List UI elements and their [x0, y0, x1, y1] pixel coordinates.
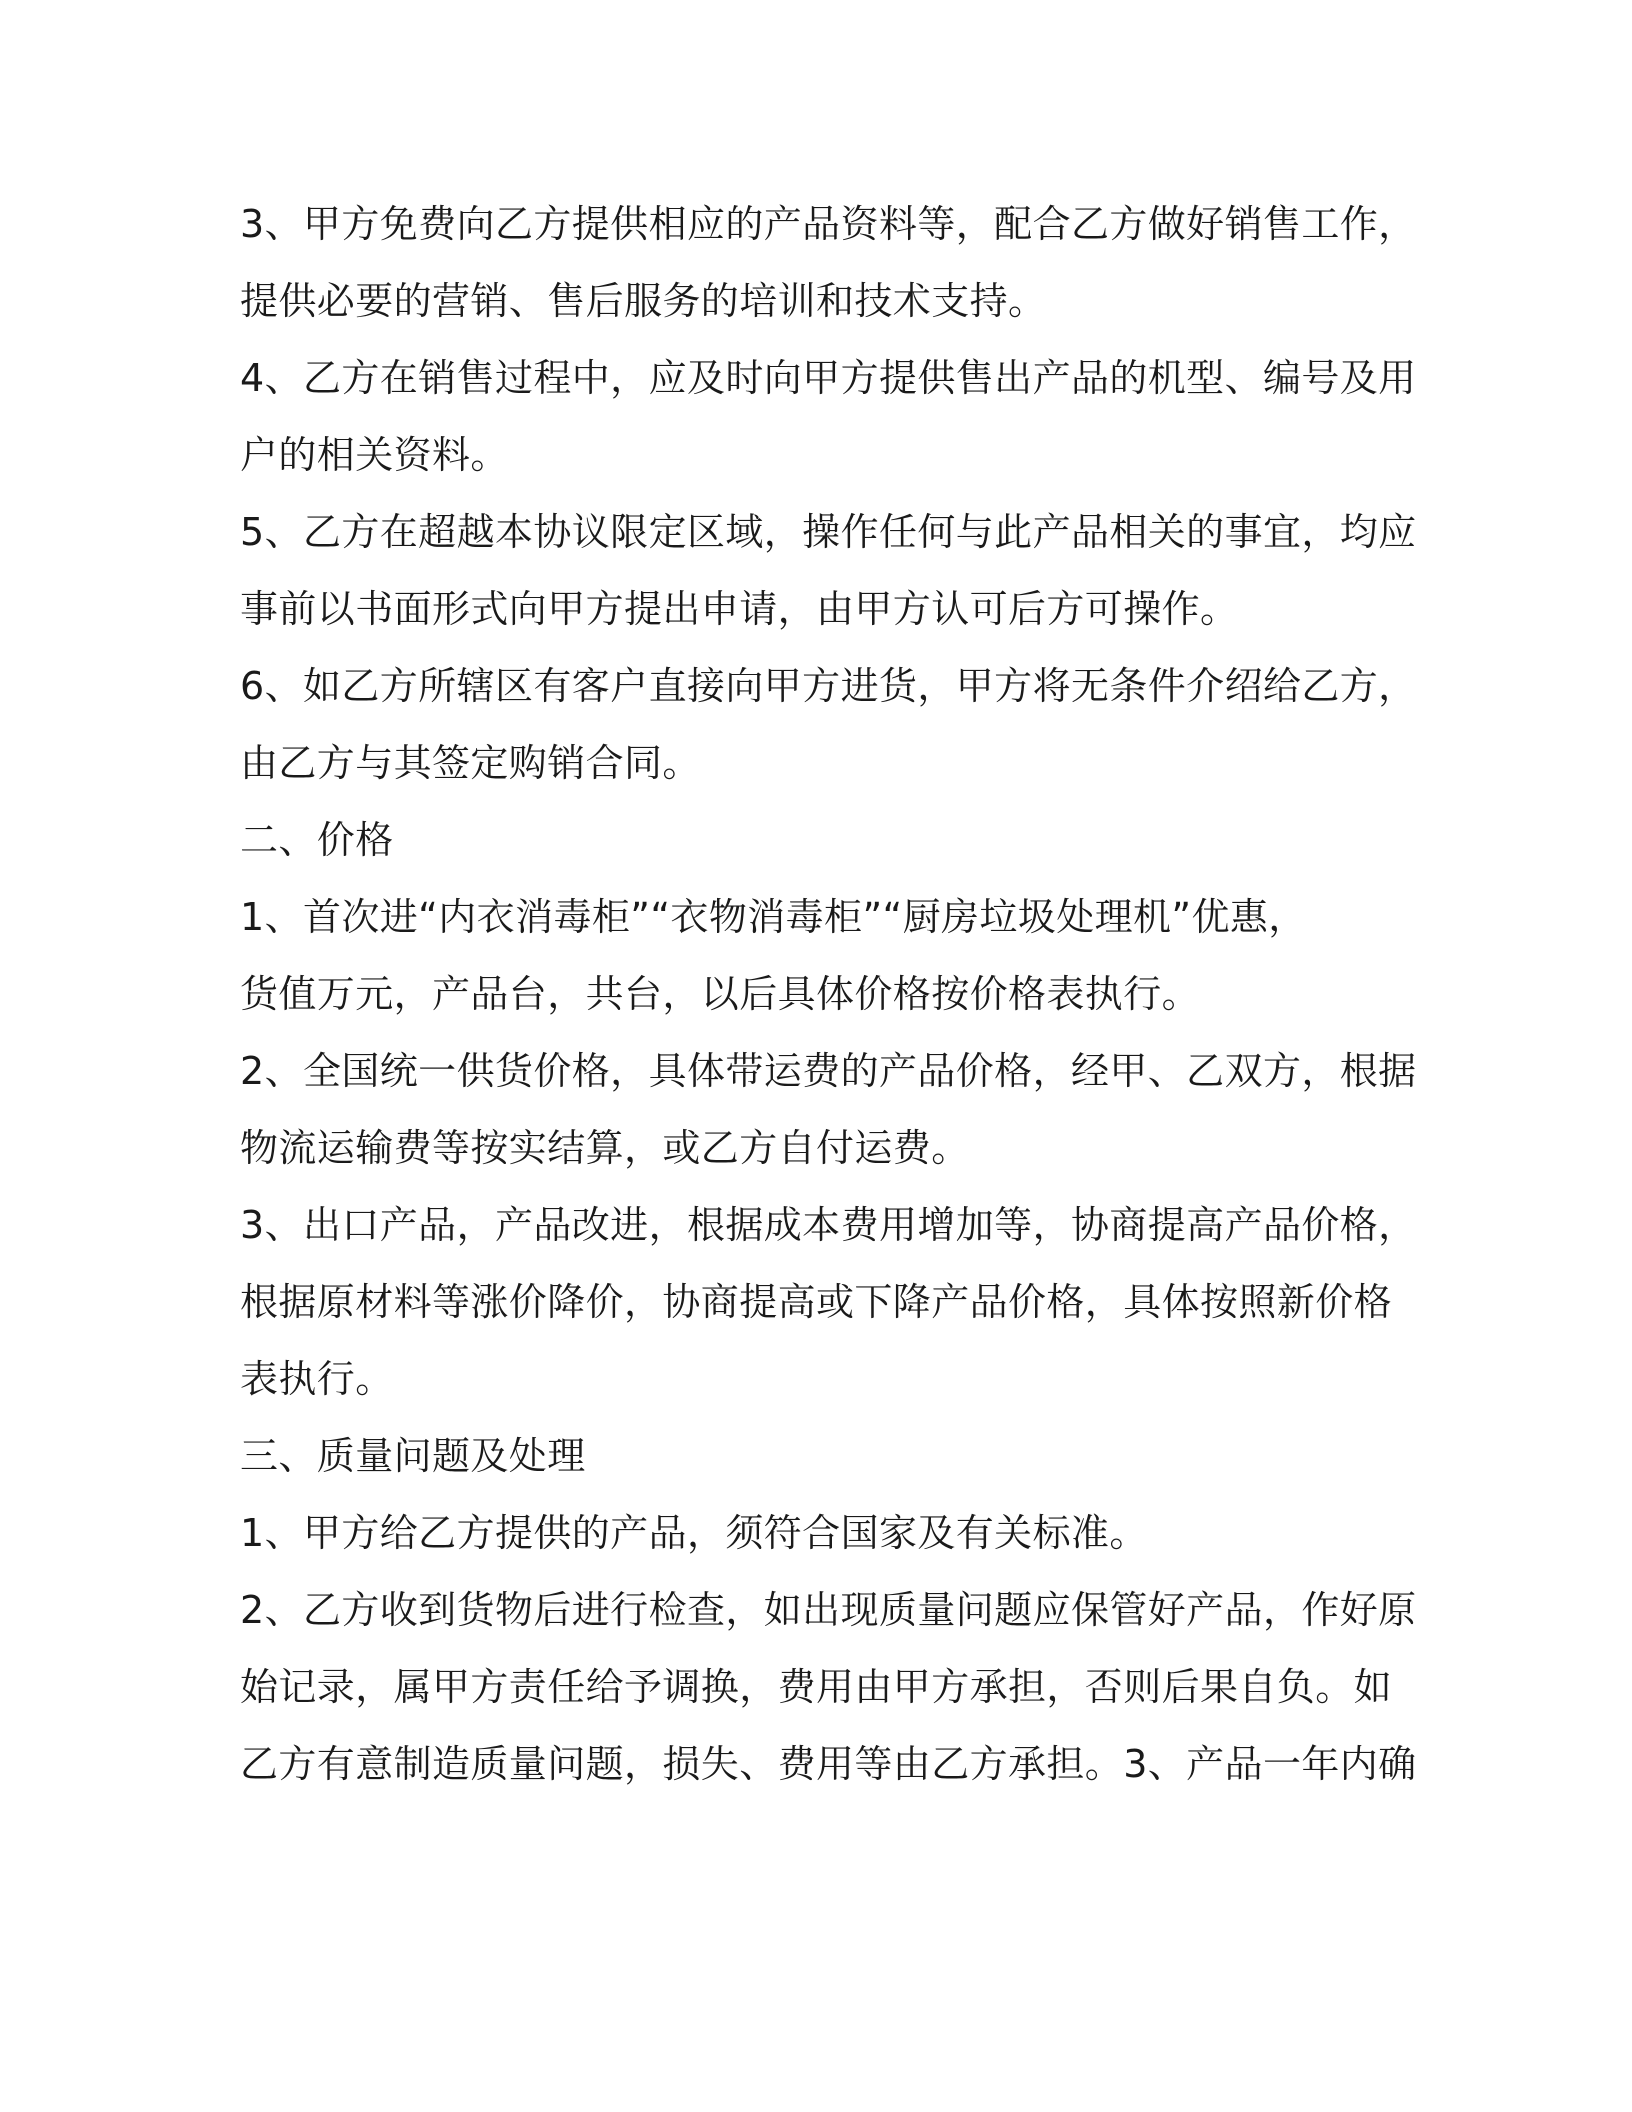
paragraph-clause-4 — [240, 340, 1417, 494]
text-line: 事前以书面形式向甲方提出申请，由甲方认可后方可操作。 — [240, 587, 1239, 631]
text-line: 物流运输费等按实结算，或乙方自付运费。 — [240, 1126, 970, 1170]
text-line: 1、首次进“内衣消毒柜”“衣物消毒柜”“厨房垃圾处理机”优惠， — [240, 895, 1307, 939]
text-line: 3、甲方免费向乙方提供相应的产品资料等，配合乙方做好销售工作， — [240, 202, 1417, 246]
text-line: 3、出口产品，产品改进，根据成本费用增加等，协商提高产品价格， — [240, 1203, 1417, 1247]
text-line: 6、如乙方所辖区有客户直接向甲方进货，甲方将无条件介绍给乙方， — [240, 664, 1417, 708]
text-line: 5、乙方在超越本协议限定区域，操作任何与此产品相关的事宜，均应 — [240, 510, 1417, 554]
text-line: 货值万元，产品台，共台，以后具体价格按价格表执行。 — [240, 972, 1201, 1016]
paragraph-clause-5 — [240, 494, 1417, 648]
text-line: 户的相关资料。 — [240, 433, 509, 477]
text-line: 4、乙方在销售过程中，应及时向甲方提供售出产品的机型、编号及用 — [240, 356, 1417, 400]
text-line: 1、甲方给乙方提供的产品，须符合国家及有关标准。 — [240, 1511, 1148, 1555]
text-line: 乙方有意制造质量问题，损失、费用等由乙方承担。3、产品一年内确 — [240, 1742, 1417, 1786]
paragraph-price-2 — [240, 1033, 1417, 1187]
text-line: 由乙方与其签定购销合同。 — [240, 741, 701, 785]
text-line: 表执行。 — [240, 1357, 394, 1401]
paragraph-clause-6 — [240, 648, 1417, 802]
text-line: 始记录，属甲方责任给予调换，费用由甲方承担，否则后果自负。如 — [240, 1665, 1393, 1709]
text-line: 2、全国统一供货价格，具体带运费的产品价格，经甲、乙双方，根据 — [240, 1049, 1417, 1093]
text-line: 根据原材料等涨价降价，协商提高或下降产品价格，具体按照新价格 — [240, 1280, 1393, 1324]
paragraph-quality-2 — [240, 1572, 1417, 1803]
paragraph-price-3 — [240, 1187, 1417, 1418]
heading-text: 三、质量问题及处理 — [240, 1434, 586, 1478]
paragraph-clause-3 — [240, 186, 1417, 340]
document-body — [240, 186, 1417, 1803]
heading-text: 二、价格 — [240, 818, 394, 862]
paragraph-price-1 — [240, 879, 1380, 1033]
text-line: 2、乙方收到货物后进行检查，如出现质量问题应保管好产品，作好原 — [240, 1588, 1417, 1632]
section-heading-quality — [240, 1418, 1380, 1495]
section-heading-price — [240, 802, 1380, 879]
paragraph-quality-1 — [240, 1495, 1380, 1572]
text-line: 提供必要的营销、售后服务的培训和技术支持。 — [240, 279, 1047, 323]
